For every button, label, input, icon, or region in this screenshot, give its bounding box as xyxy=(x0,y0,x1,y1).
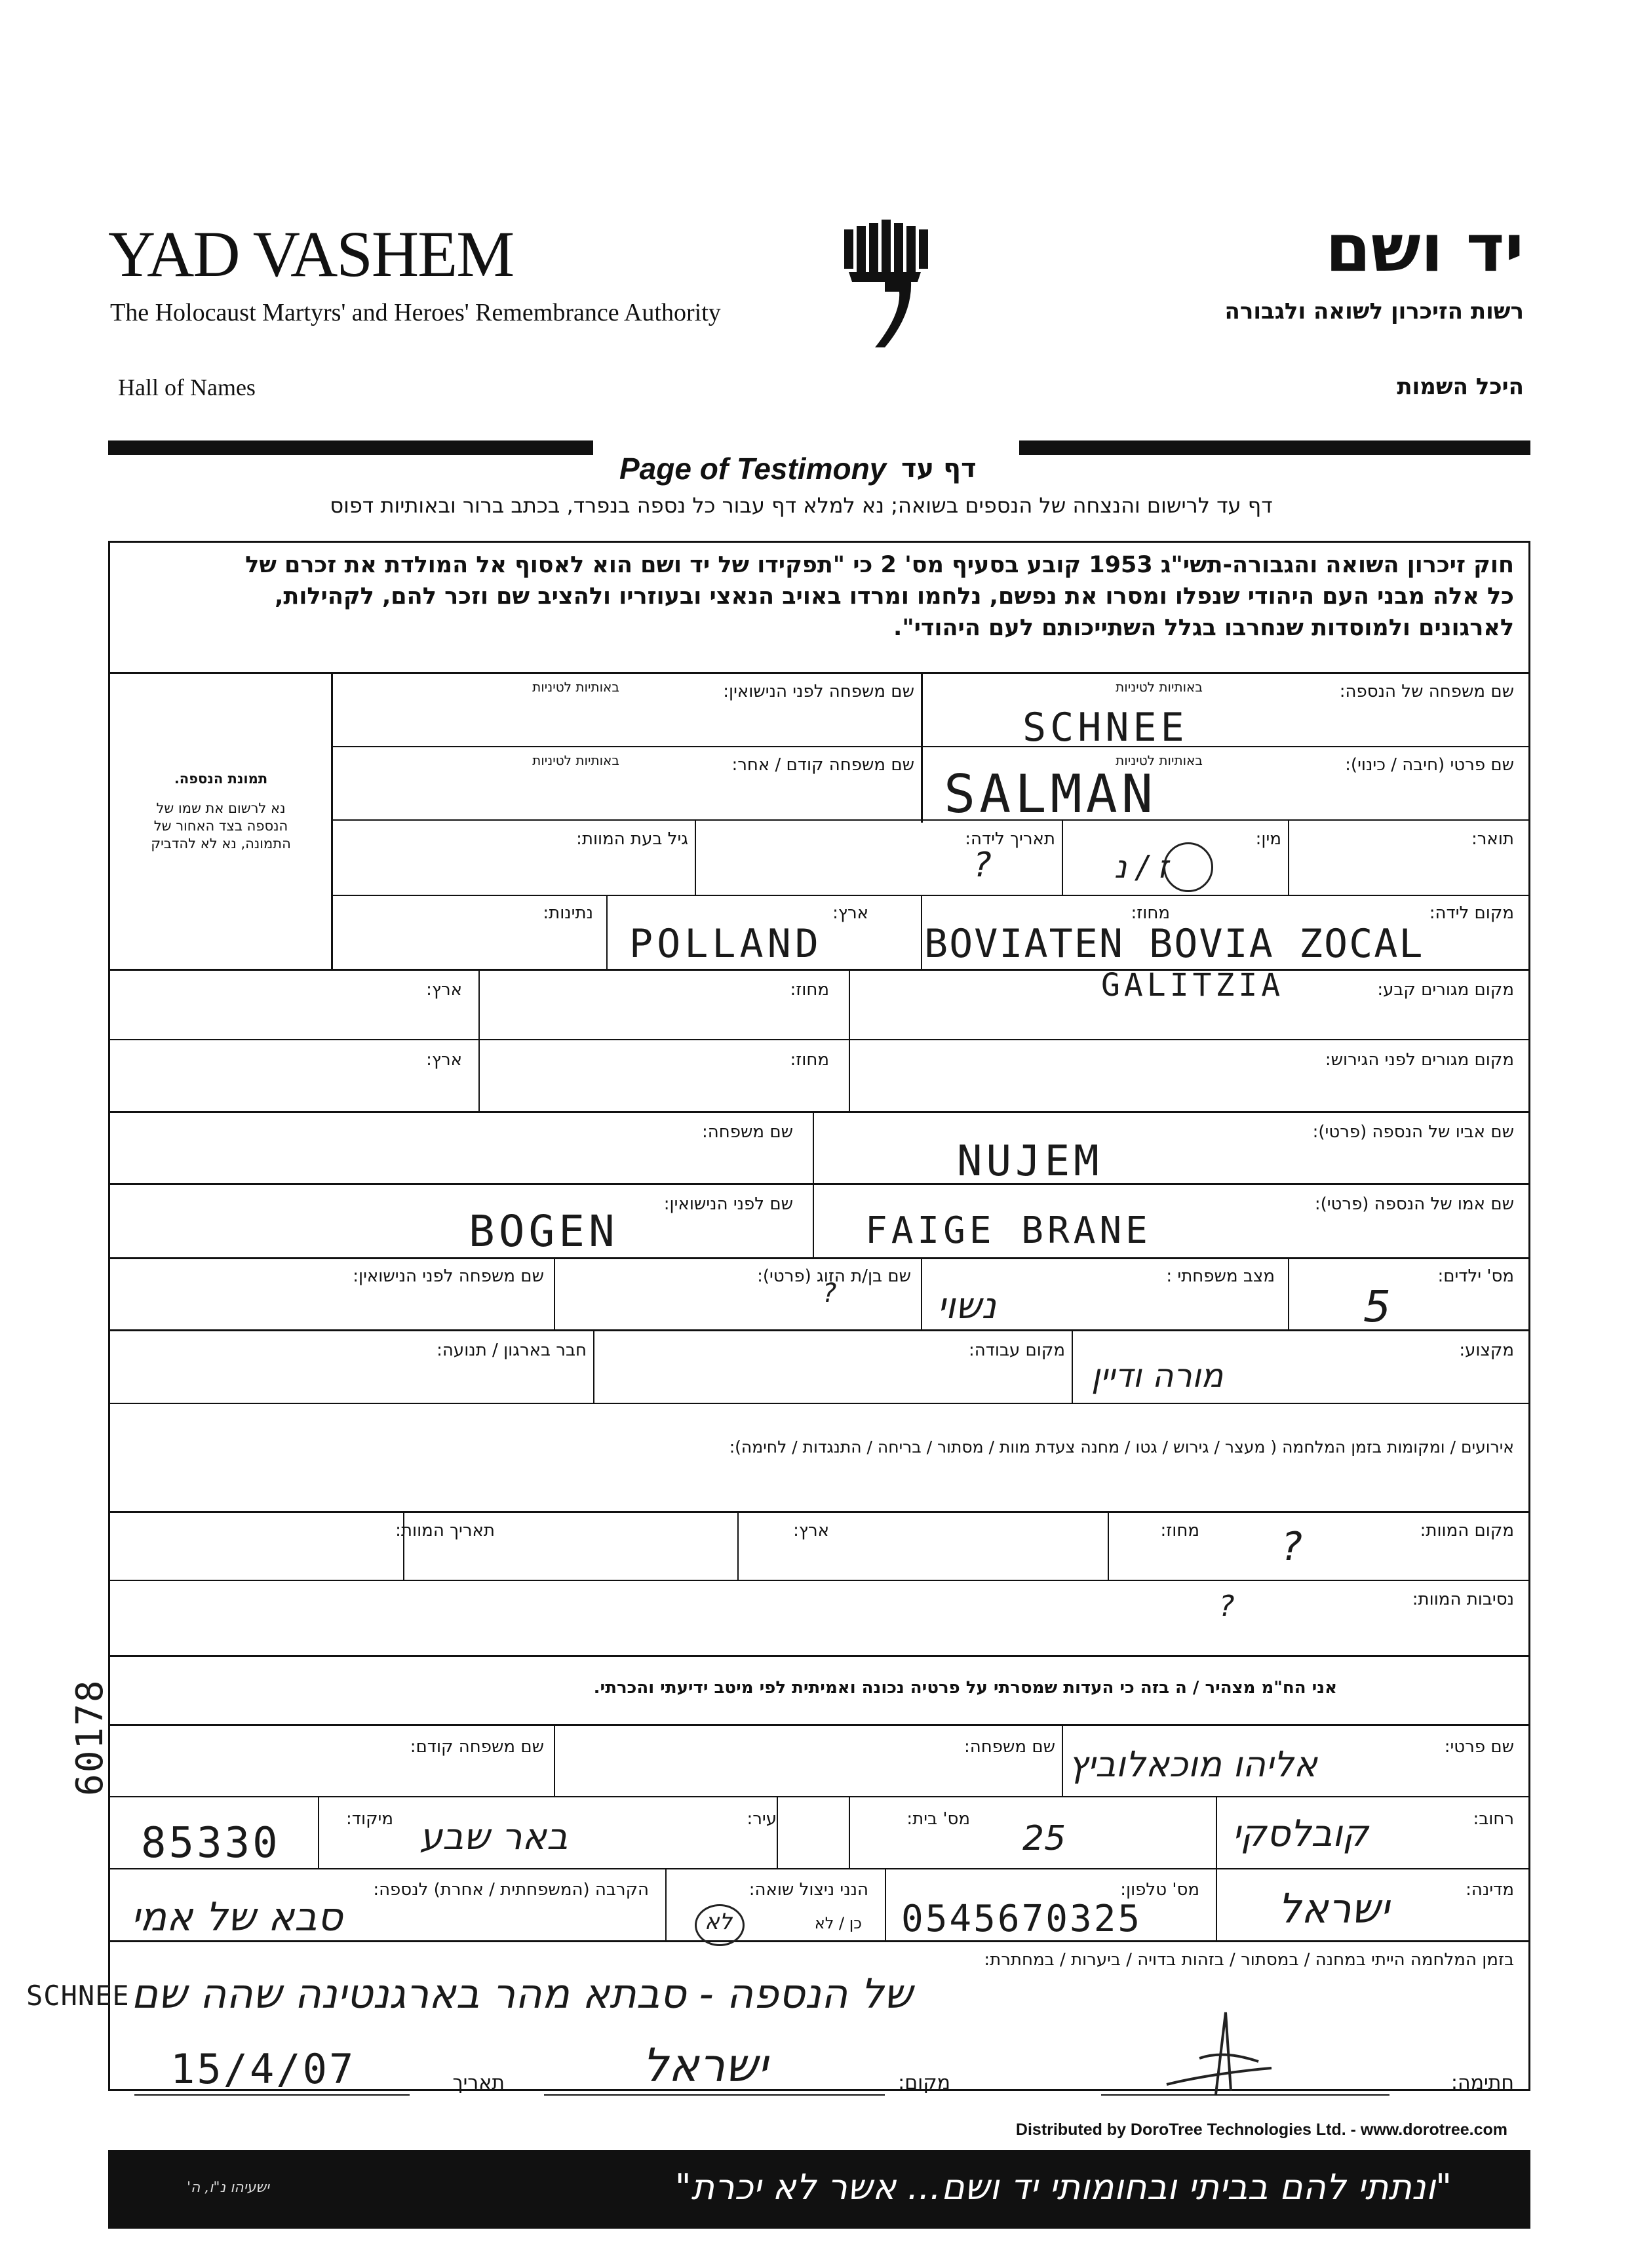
mother-name-value[interactable]: FAIGE BRANE xyxy=(865,1209,1152,1252)
mother-maiden-value[interactable]: BOGEN xyxy=(469,1206,619,1257)
death-place-value[interactable]: ? xyxy=(1281,1524,1302,1570)
residence-region-label: מחוז: xyxy=(790,980,829,1000)
page-title-he: דף עד xyxy=(901,454,977,484)
spouse-name-value[interactable]: ? xyxy=(823,1278,837,1308)
photo-box-line-2: הנספה בצד האחור של xyxy=(153,818,288,834)
maiden-name-latin-note: באותיות לטיניות xyxy=(532,679,619,695)
death-region-label: מחוז: xyxy=(1160,1521,1199,1540)
residence-country-label: ארץ: xyxy=(426,980,462,1000)
distributed-by: Distributed by DoroTree Technologies Ltd. - www.dorotree.com xyxy=(1015,2121,1507,2139)
birth-date-value[interactable]: ? xyxy=(973,846,992,885)
place-label: מקום: xyxy=(898,2071,950,2094)
city-value[interactable]: באר שבע xyxy=(419,1816,568,1858)
father-family-label: שם משפחה: xyxy=(702,1122,793,1142)
zip-value[interactable]: 85330 xyxy=(141,1819,281,1867)
death-place-label: מקום המוות: xyxy=(1420,1521,1514,1540)
first-name-label: שם פרטי (חיבה / כינוי): xyxy=(1345,755,1514,775)
hall-en: Hall of Names xyxy=(118,374,256,401)
law-line-3: לארגונים ולמוסדות שנחרבו בגלל השתייכותם לעם היהודי". xyxy=(893,615,1514,641)
footer-banner xyxy=(108,2150,1530,2229)
photo-box-line-1: נא לרשום את שמו של xyxy=(156,800,286,816)
residence-before-label: מקום מגורים לפני הגירוש: xyxy=(1325,1050,1514,1070)
sub-last-name-label: שם משפחה: xyxy=(964,1737,1055,1757)
residence-label: מקום מגורים קבע: xyxy=(1377,980,1514,1000)
birth-date-label: תאריך לידה: xyxy=(965,829,1055,849)
phone-label: מס' טלפון: xyxy=(1120,1880,1199,1900)
mother-maiden-label: שם לפני הנישואין: xyxy=(663,1194,793,1214)
state-value[interactable]: ישראל xyxy=(1278,1885,1389,1932)
during-war-value[interactable]: של הנספה - סבתא מהר בארגנטינה שהה שם xyxy=(131,1970,913,2018)
street-label: רחוב: xyxy=(1473,1809,1514,1829)
relation-label: הקרבה (המשפחתית / אחרת) לנספה: xyxy=(373,1880,649,1900)
profession-value[interactable]: מורה ודיין xyxy=(1091,1357,1224,1395)
last-name-label: שם משפחה של הנספה: xyxy=(1339,682,1514,701)
sub-first-name-label: שם פרטי: xyxy=(1444,1737,1514,1757)
zip-label: מיקוד: xyxy=(346,1809,393,1829)
footer-quote-source: ישעיהו נ"ו, ה' xyxy=(187,2180,269,2196)
prev-last-name-latin-note: באותיות לטיניות xyxy=(532,753,619,768)
workplace-label: מקום עבודה: xyxy=(968,1340,1065,1360)
mother-name-label: שם אמו של הנספה (פרטי): xyxy=(1314,1194,1514,1214)
margin-name-value: SCHNEE xyxy=(26,1980,130,2012)
street-value[interactable]: קובלסקי xyxy=(1232,1812,1369,1855)
law-line-1: חוק זיכרון השואה והגבורה-תשי"ג 1953 קובע בסעיף מס' 2 כי "תפקידו של יד ושם הוא לאסוף אל המולדת את זכרם של xyxy=(245,552,1514,578)
title-bar-right xyxy=(1019,440,1530,455)
prev-last-name-label: שם משפחה קודם / אחר: xyxy=(731,755,914,775)
signature-mark xyxy=(1154,2006,1285,2098)
children-label: מס' ילדים: xyxy=(1437,1266,1514,1286)
sub-prev-last-label: שם משפחה קודם: xyxy=(410,1737,544,1757)
age-at-death-label: גיל בעת המוות: xyxy=(576,829,688,849)
house-no-label: מס' בית: xyxy=(906,1809,970,1829)
birth-country-value[interactable]: POLLAND xyxy=(629,921,823,967)
photo-box-line-3: התמונה, נא לא להדביק xyxy=(151,836,291,851)
footer-quote: "ונתתי להם בביתי ובחומותי יד ושם... אשר לא יכרת" xyxy=(674,2166,1452,2208)
place-value[interactable]: ישראל xyxy=(642,2039,768,2092)
marital-label: מצב משפחתי : xyxy=(1166,1266,1275,1286)
death-date-label: תאריך המוות: xyxy=(395,1521,495,1540)
last-name-latin-note: באותיות לטיניות xyxy=(1116,679,1203,695)
photo-box-title: תמונת הנספה. xyxy=(174,771,268,787)
title-bar-left xyxy=(108,440,593,455)
org-subtitle-he: רשות הזיכרון לשואה ולגבורה xyxy=(1224,298,1524,324)
page-title-en: Page of Testimony xyxy=(619,452,887,486)
death-country-label: ארץ: xyxy=(793,1521,829,1540)
city-label: עיר: xyxy=(747,1809,777,1829)
father-name-label: שם אביו של הנספה (פרטי): xyxy=(1312,1122,1514,1142)
gender-value[interactable]: ז / נ xyxy=(1114,849,1169,886)
residence-before-country-label: ארץ: xyxy=(426,1050,462,1070)
org-subtitle-en: The Holocaust Martyrs' and Heroes' Remembrance Authority xyxy=(110,299,721,326)
father-name-value[interactable]: NUJEM xyxy=(957,1137,1103,1186)
marital-value[interactable]: נשוי xyxy=(937,1285,996,1327)
law-line-2: כל אלה מבני העם היהודי שנפלו ומסרו את נפשם, נלחמו ומרדו באויב הנאצי ובעוזריו ולהציב שם וזכר להם, לקהילות, xyxy=(275,583,1514,610)
signature-label: חתימה: xyxy=(1450,2071,1514,2094)
profession-label: מקצוע: xyxy=(1459,1340,1514,1360)
date-value[interactable]: 15/4/07 xyxy=(170,2045,356,2093)
residence-before-region-label: מחוז: xyxy=(790,1050,829,1070)
sub-first-name-value[interactable]: אליהו מוכאלוביץ xyxy=(1068,1744,1317,1785)
during-war-label: בזמן המלחמה הייתי במחנה / במסתור / בזהות בדויה / ביערות / במחתרת: xyxy=(984,1950,1514,1970)
residence-region-value[interactable]: GALITZIA xyxy=(1101,967,1285,1004)
photo-box xyxy=(113,770,329,853)
children-value[interactable]: 5 xyxy=(1363,1281,1391,1332)
birth-region-label: מחוז: xyxy=(1131,903,1170,923)
org-name-en: YAD VASHEM xyxy=(108,218,514,290)
date-label: תאריך xyxy=(452,2071,505,2094)
instruction-text: דף עד לרישום והנצחה של הנספים בשואה; נא למלא דף עבור כל נספה בנפרד, בכתב ברור ובאותיות דפוס xyxy=(330,493,1273,518)
death-circumstances-label: נסיבות המוות: xyxy=(1412,1590,1514,1609)
gender-circle xyxy=(1163,842,1213,892)
menorah-logo-icon xyxy=(839,216,931,354)
law-text xyxy=(131,549,1514,644)
gender-label: מין: xyxy=(1255,829,1281,849)
birth-region-value[interactable]: BOVIATEN BOVIA ZOCAL xyxy=(924,921,1424,967)
title-label: תואר: xyxy=(1471,829,1514,849)
org-name-he: יד ושם xyxy=(1325,210,1524,286)
spouse-name-label: שם בן/ת הזוג (פרטי): xyxy=(757,1266,911,1286)
organization-label: חבר בארגון / תנועה: xyxy=(437,1340,587,1360)
birth-country-label: ארץ: xyxy=(832,903,868,923)
survivor-label: הנני ניצול שואה: xyxy=(748,1880,868,1900)
nationality-label: נתינות: xyxy=(543,903,593,923)
survivor-value[interactable]: לא xyxy=(705,1909,733,1935)
death-circumstances-value[interactable]: ? xyxy=(1219,1590,1235,1623)
declaration-text: אני הח"מ מצהיר / ה בזה כי העדות שמסרתי על פרטיה נכונה ואמיתית לפי מיטב ידיעתי והכרתי. xyxy=(593,1678,1337,1698)
maiden-name-label: שם משפחה לפני הנישואין: xyxy=(723,682,914,701)
first-name-value[interactable]: SALMAN xyxy=(944,764,1157,825)
last-name-value[interactable]: SCHNEE xyxy=(1022,705,1188,751)
relation-value[interactable]: סבא של אמי xyxy=(131,1894,343,1940)
house-no-value[interactable]: 25 xyxy=(1022,1819,1066,1858)
birth-place-label: מקום לידה: xyxy=(1429,903,1514,923)
wartime-events-label: אירועים / ומקומות בזמן המלחמה ( מעצר / גירוש / גטו / מחנה צעדת מוות / מסתור / בריחה / התנגדות / לחימה): xyxy=(729,1437,1514,1457)
margin-id-value: 60178 xyxy=(69,1679,111,1796)
phone-value[interactable]: 0545670325 xyxy=(901,1898,1142,1940)
state-label: מדינה: xyxy=(1466,1880,1514,1900)
hall-he: היכל השמות xyxy=(1397,374,1524,400)
yes-no-label: כן / לא xyxy=(814,1914,862,1932)
spouse-maiden-label: שם משפחה לפני הנישואין: xyxy=(353,1266,544,1286)
first-name-latin-note: באותיות לטיניות xyxy=(1116,753,1203,768)
